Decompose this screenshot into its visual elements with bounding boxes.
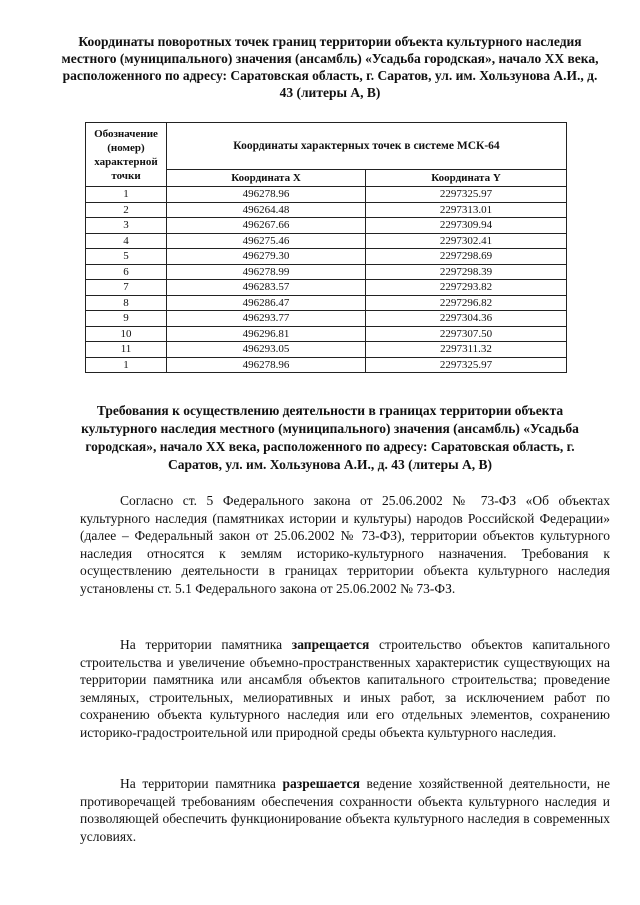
coordinates-table-wrapper xyxy=(85,122,567,373)
coordinate-y-cell: 2297309.94 xyxy=(366,218,567,234)
coordinates-table xyxy=(85,122,567,373)
table-row xyxy=(86,233,567,249)
coordinate-y-cell: 2297325.97 xyxy=(366,187,567,203)
prohibited-lead: На территории памятника xyxy=(120,637,283,652)
coordinate-x-cell: 496283.57 xyxy=(167,280,366,296)
point-number-cell: 2 xyxy=(86,202,167,218)
header-coordinate-y: Координата Y xyxy=(366,170,567,187)
coordinate-x-cell: 496275.46 xyxy=(167,233,366,249)
header-point-number: Обозначение (номер) характерной точки xyxy=(86,123,167,187)
table-row xyxy=(86,249,567,265)
coordinate-x-cell: 496293.05 xyxy=(167,342,366,358)
table-row xyxy=(86,311,567,327)
point-number-cell: 8 xyxy=(86,295,167,311)
coordinate-x-cell: 496267.66 xyxy=(167,218,366,234)
point-number-cell: 1 xyxy=(86,357,167,373)
coordinate-x-cell: 496293.77 xyxy=(167,311,366,327)
table-row xyxy=(86,264,567,280)
permitted-lead: На территории памятника xyxy=(120,776,276,791)
coordinate-y-cell: 2297311.32 xyxy=(366,342,567,358)
coordinate-x-cell: 496286.47 xyxy=(167,295,366,311)
table-row xyxy=(86,218,567,234)
coordinate-y-cell: 2297307.50 xyxy=(366,326,567,342)
table-row xyxy=(86,357,567,373)
coordinate-y-cell: 2297293.82 xyxy=(366,280,567,296)
header-coordinate-system: Координаты характерных точек в системе МСК-64 xyxy=(167,123,567,170)
coordinate-x-cell: 496278.96 xyxy=(167,357,366,373)
coordinates-table-body xyxy=(86,187,567,373)
table-row xyxy=(86,202,567,218)
point-number-cell: 11 xyxy=(86,342,167,358)
coordinate-x-cell: 496296.81 xyxy=(167,326,366,342)
requirements-heading: Требования к осуществлению деятельности в границах территории объекта культурного наследия местного (муниципального) значения (ансамбль) «Усадьба городская», начало XX века, расположенного по адресу: Саратовская область, г. Саратов, ул. им. Хользунова А.И., д. 43 (литеры А, В) xyxy=(81,403,579,472)
permitted-keyword: разрешается xyxy=(282,776,360,791)
point-number-cell: 1 xyxy=(86,187,167,203)
point-number-cell: 7 xyxy=(86,280,167,296)
table-row xyxy=(86,187,567,203)
coordinate-y-cell: 2297313.01 xyxy=(366,202,567,218)
paragraph-permitted xyxy=(80,775,610,845)
coordinate-y-cell: 2297298.69 xyxy=(366,249,567,265)
coordinate-y-cell: 2297296.82 xyxy=(366,295,567,311)
coordinate-y-cell: 2297298.39 xyxy=(366,264,567,280)
table-row xyxy=(86,295,567,311)
table-row xyxy=(86,280,567,296)
table-row xyxy=(86,342,567,358)
point-number-cell: 6 xyxy=(86,264,167,280)
paragraph-legal-basis xyxy=(80,492,610,597)
coordinate-x-cell: 496264.48 xyxy=(167,202,366,218)
paragraph-prohibited xyxy=(80,636,610,741)
header-coordinate-x: Координата X xyxy=(167,170,366,187)
coordinate-x-cell: 496278.96 xyxy=(167,187,366,203)
paragraph-legal-basis-text: Согласно ст. 5 Федерального закона от 25.06.2002 № 73-ФЗ «Об объектах культурного наследия (памятниках истории и культуры) народов Российской Федерации» (далее – Федеральный закон от 25.06.2002 № 73-ФЗ), территории объектов культурного наследия относятся к землям историко-культурного назначения. Требования к осуществлению деятельности в границах территории объекта культурного наследия установлены ст. 5.1 Федерального закона от 25.06.2002 № 73-ФЗ. xyxy=(80,493,610,596)
permitted-text: ведение хозяйственной деятельности, не противоречащей требованиям обеспечения сохранности объекта культурного наследия и позволяющей обеспечить функционирование объекта культурного наследия в современных условиях. xyxy=(80,776,611,844)
point-number-cell: 9 xyxy=(86,311,167,327)
table-row xyxy=(86,326,567,342)
point-number-cell: 4 xyxy=(86,233,167,249)
coordinate-y-cell: 2297302.41 xyxy=(366,233,567,249)
point-number-cell: 3 xyxy=(86,218,167,234)
coordinate-y-cell: 2297325.97 xyxy=(366,357,567,373)
point-number-cell: 5 xyxy=(86,249,167,265)
prohibited-keyword: запрещается xyxy=(291,637,370,652)
coordinates-heading: Координаты поворотных точек границ территории объекта культурного наследия местного (муниципального) значения (ансамбль) «Усадьба городская», начало XX века, расположенного по адресу: Саратовская область, г. Саратов, ул. им. Хользунова А.И., д. 43 (литеры А, В) xyxy=(61,34,599,100)
prohibited-text: строительство объектов капитального строительства и увеличение объемно-пространственных характеристик существующих на территории памятника или ансамбля объектов капитального строительства; проведение земляных, строительных, мелиоративных и иных работ, за исключением работ по сохранению объекта культурного наследия или его отдельных элементов, сохранению историко-градостроительной или природной среды объекта культурного наследия. xyxy=(80,637,610,740)
coordinate-x-cell: 496279.30 xyxy=(167,249,366,265)
coordinate-y-cell: 2297304.36 xyxy=(366,311,567,327)
point-number-cell: 10 xyxy=(86,326,167,342)
coordinate-x-cell: 496278.99 xyxy=(167,264,366,280)
